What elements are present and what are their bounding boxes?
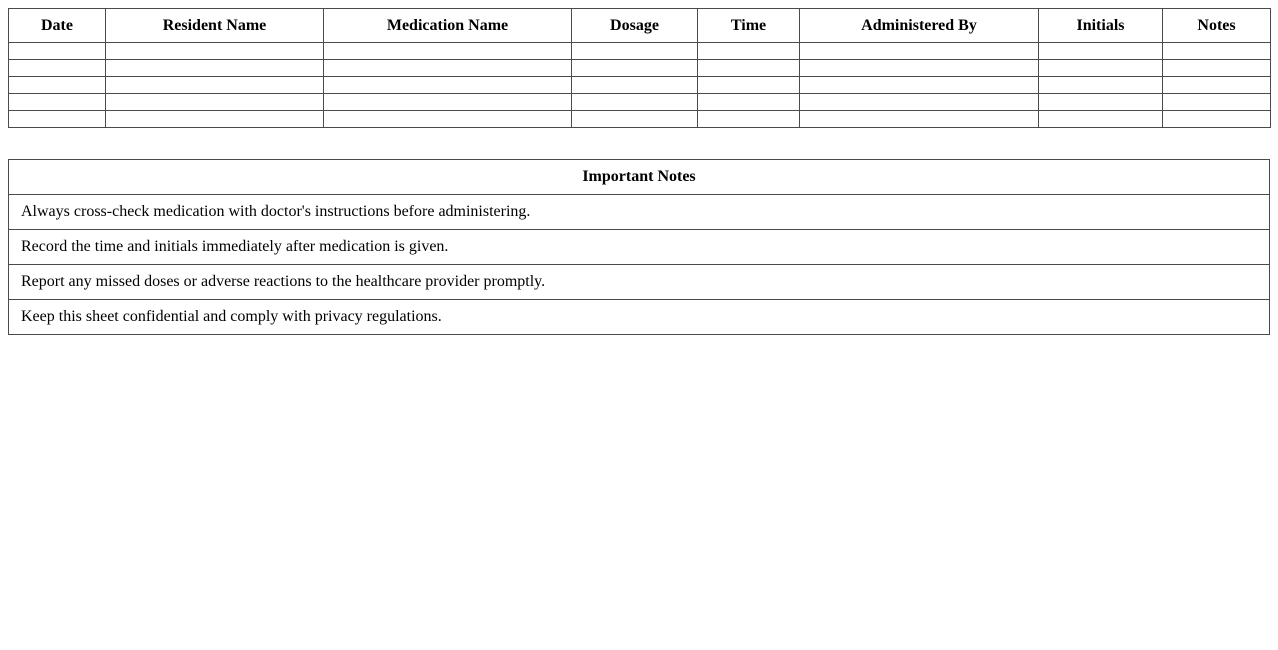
- cell-dosage[interactable]: [572, 60, 698, 77]
- cell-dosage[interactable]: [572, 77, 698, 94]
- cell-initials[interactable]: [1039, 60, 1163, 77]
- note-item: Record the time and initials immediately after medication is given.: [9, 230, 1270, 265]
- cell-notes[interactable]: [1163, 111, 1271, 128]
- cell-notes[interactable]: [1163, 60, 1271, 77]
- cell-resident-name[interactable]: [106, 77, 324, 94]
- cell-dosage[interactable]: [572, 43, 698, 60]
- table-row: [9, 77, 1271, 94]
- cell-initials[interactable]: [1039, 77, 1163, 94]
- cell-administered-by[interactable]: [800, 111, 1039, 128]
- note-row: [9, 265, 1270, 300]
- table-row: [9, 43, 1271, 60]
- cell-resident-name[interactable]: [106, 60, 324, 77]
- note-row: [9, 230, 1270, 265]
- cell-date[interactable]: [9, 94, 106, 111]
- header-medication-name: Medication Name: [324, 9, 572, 43]
- note-row: [9, 195, 1270, 230]
- cell-administered-by[interactable]: [800, 43, 1039, 60]
- cell-date[interactable]: [9, 60, 106, 77]
- cell-initials[interactable]: [1039, 43, 1163, 60]
- header-dosage: Dosage: [572, 9, 698, 43]
- note-item: Report any missed doses or adverse reactions to the healthcare provider promptly.: [9, 265, 1270, 300]
- cell-initials[interactable]: [1039, 111, 1163, 128]
- cell-administered-by[interactable]: [800, 77, 1039, 94]
- header-administered-by: Administered By: [800, 9, 1039, 43]
- cell-medication-name[interactable]: [324, 43, 572, 60]
- cell-notes[interactable]: [1163, 94, 1271, 111]
- cell-time[interactable]: [698, 43, 800, 60]
- header-initials: Initials: [1039, 9, 1163, 43]
- cell-medication-name[interactable]: [324, 94, 572, 111]
- cell-time[interactable]: [698, 77, 800, 94]
- header-date: Date: [9, 9, 106, 43]
- cell-resident-name[interactable]: [106, 94, 324, 111]
- header-resident-name: Resident Name: [106, 9, 324, 43]
- cell-initials[interactable]: [1039, 94, 1163, 111]
- cell-resident-name[interactable]: [106, 43, 324, 60]
- header-time: Time: [698, 9, 800, 43]
- log-header-row: [9, 9, 1271, 43]
- table-row: [9, 94, 1271, 111]
- cell-administered-by[interactable]: [800, 60, 1039, 77]
- cell-medication-name[interactable]: [324, 60, 572, 77]
- note-item: Keep this sheet confidential and comply with privacy regulations.: [9, 300, 1270, 335]
- table-row: [9, 111, 1271, 128]
- cell-resident-name[interactable]: [106, 111, 324, 128]
- cell-date[interactable]: [9, 111, 106, 128]
- cell-medication-name[interactable]: [324, 77, 572, 94]
- important-notes-table: [8, 159, 1270, 335]
- cell-notes[interactable]: [1163, 43, 1271, 60]
- notes-title: Important Notes: [9, 160, 1270, 195]
- table-row: [9, 60, 1271, 77]
- cell-time[interactable]: [698, 94, 800, 111]
- note-row: [9, 300, 1270, 335]
- cell-date[interactable]: [9, 77, 106, 94]
- notes-header-row: [9, 160, 1270, 195]
- cell-time[interactable]: [698, 60, 800, 77]
- medication-log-table: [8, 8, 1271, 128]
- cell-medication-name[interactable]: [324, 111, 572, 128]
- cell-notes[interactable]: [1163, 77, 1271, 94]
- header-notes: Notes: [1163, 9, 1271, 43]
- cell-dosage[interactable]: [572, 94, 698, 111]
- cell-time[interactable]: [698, 111, 800, 128]
- log-body: [9, 43, 1271, 128]
- cell-date[interactable]: [9, 43, 106, 60]
- cell-administered-by[interactable]: [800, 94, 1039, 111]
- cell-dosage[interactable]: [572, 111, 698, 128]
- note-item: Always cross-check medication with doctor's instructions before administering.: [9, 195, 1270, 230]
